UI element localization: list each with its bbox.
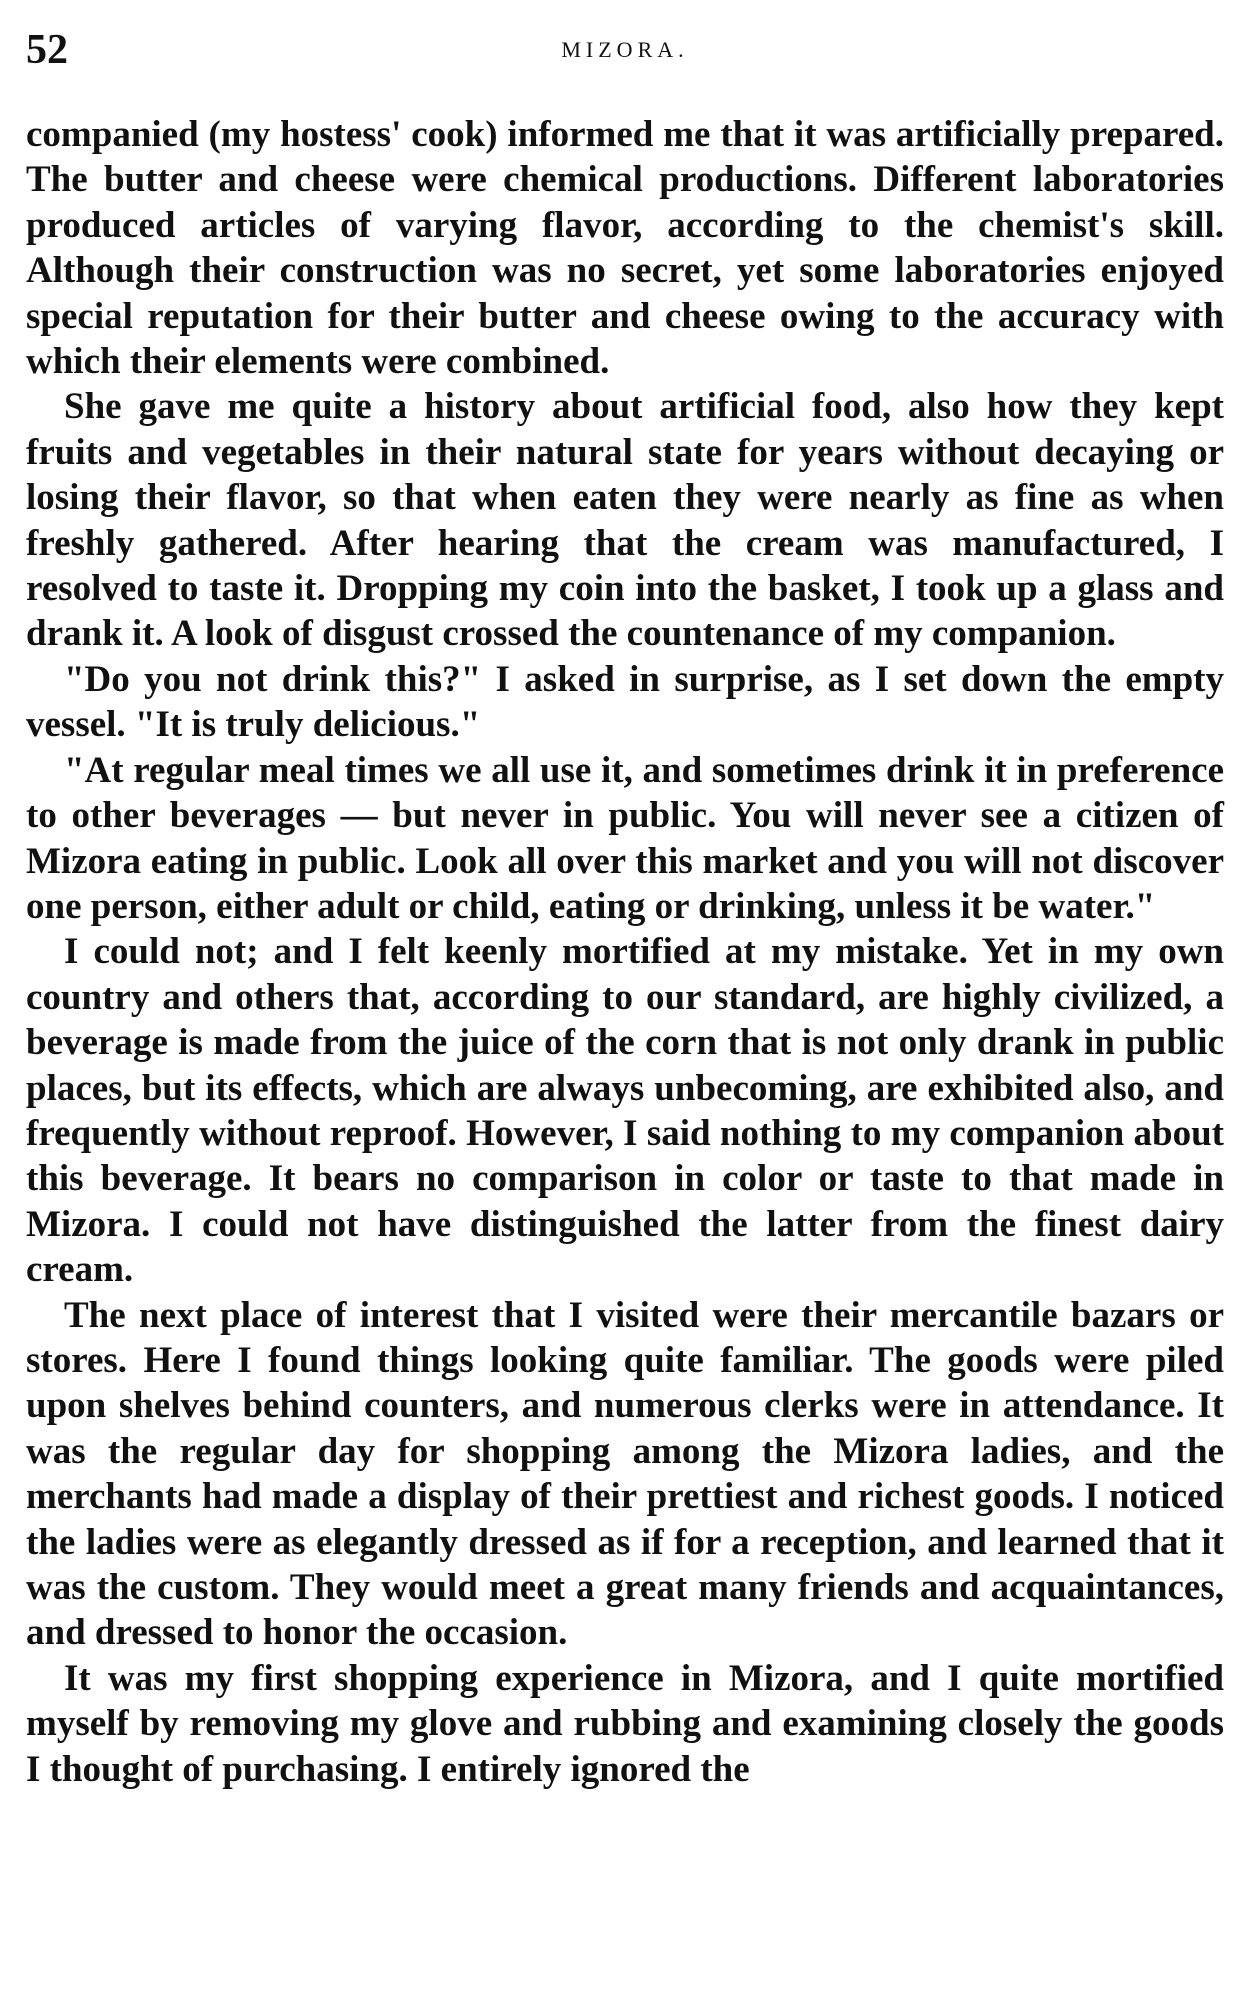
paragraph: She gave me quite a history about artificial food, also how they kept fruits and vegetables in their natural state for years without decaying or losing their flavor, so that when eaten they were nearly as fine as when freshly gathered. After hearing that the cream was manufactured, I resolved to taste it. Dropping my coin into the basket, I took up a glass and drank it. A look of disgust crossed the countenance of my companion. — [26, 386, 1224, 655]
paragraph: "At regular meal times we all use it, and sometimes drink it in preference to other beverages — but never in public. You will never see a citizen of Mizora eating in public. Look all over this market and you will not discover one person, either adult or child, eating or drinking, unless it be water." — [26, 749, 1224, 927]
body-text — [26, 112, 1224, 1792]
paragraph: "Do you not drink this?" I asked in surprise, as I set down the empty vessel. "It is truly delicious." — [26, 658, 1224, 746]
page-number: 52 — [26, 27, 68, 73]
paragraph: I could not; and I felt keenly mortified at my mistake. Yet in my own country and others that, according to our standard, are highly civilized, a beverage is made from the juice of the corn that is not only drank in public places, but its effects, which are always unbecoming, are exhibited also, and frequently without reproof. However, I said nothing to my companion about this beverage. It bears no comparison in color or taste to that made in Mizora. I could not have distinguished the latter from the finest dairy cream. — [26, 931, 1224, 1291]
running-head — [26, 22, 1224, 78]
paragraph: It was my first shopping experience in Mizora, and I quite mortified myself by removing my glove and rubbing and examining closely the goods I thought of purchasing. I entirely ignored the — [26, 1657, 1224, 1790]
paragraph: The next place of interest that I visited were their mercantile bazars or stores. Here I found things looking quite familiar. The goods were piled upon shelves behind counters, and numerous clerks were in attendance. It was the regular day for shopping among the Mizora ladies, and the merchants had made a display of their prettiest and richest goods. I noticed the ladies were as elegantly dressed as if for a reception, and learned that it was the custom. They would meet a great many friends and acquaintances, and dressed to honor the occasion. — [26, 1294, 1224, 1654]
paragraph-continued: companied (my hostess' cook) informed me that it was artificially prepared. The butter and cheese were chemical productions. Different laboratories produced articles of varying flavor, according to the chemist's skill. Although their construction was no secret, yet some laboratories enjoyed special reputation for their butter and cheese owing to the accuracy with which their elements were combined. — [26, 114, 1224, 383]
running-title: MIZORA. — [561, 37, 689, 62]
